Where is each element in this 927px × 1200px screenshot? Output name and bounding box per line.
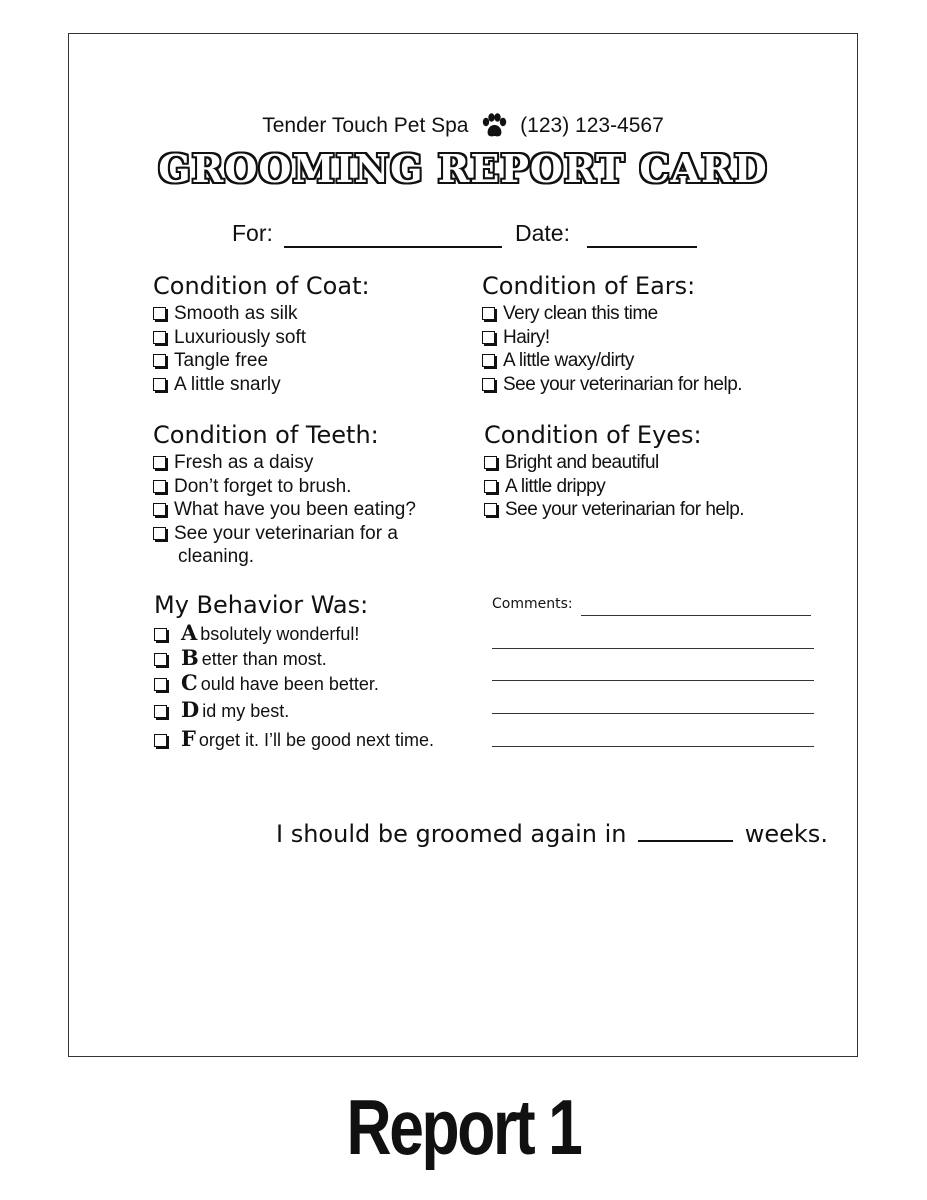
option-label: A little snarly	[174, 373, 281, 395]
coat-title: Condition of Coat:	[153, 272, 370, 300]
report-number-label: Report 1	[346, 1083, 581, 1171]
teeth-title: Condition of Teeth:	[153, 421, 379, 449]
ears-option-1[interactable]	[482, 302, 742, 326]
checkbox[interactable]	[153, 480, 166, 493]
grade-letter: D	[181, 697, 200, 722]
business-phone: (123) 123-4567	[520, 114, 664, 137]
option-label: id my best.	[202, 701, 290, 721]
for-label: For:	[232, 220, 273, 246]
coat-section	[153, 272, 370, 396]
checkbox[interactable]	[154, 678, 167, 691]
groom-again-sentence	[276, 820, 828, 848]
option-label: Hairy!	[503, 326, 550, 348]
coat-option-4[interactable]	[153, 373, 370, 397]
option-label: A little waxy/dirty	[503, 350, 634, 371]
behavior-option-a[interactable]	[154, 621, 434, 646]
option-label: Smooth as silk	[174, 303, 298, 324]
eyes-title: Condition of Eyes:	[484, 421, 702, 449]
report-card	[68, 33, 858, 1057]
ears-option-2[interactable]	[482, 326, 742, 350]
coat-option-1[interactable]	[153, 302, 370, 326]
teeth-option-2[interactable]	[153, 475, 416, 499]
checkbox[interactable]	[484, 456, 497, 469]
checkbox[interactable]	[482, 354, 495, 367]
ears-section	[482, 272, 742, 396]
ears-option-3[interactable]	[482, 349, 742, 373]
eyes-section	[484, 421, 744, 522]
checkbox[interactable]	[153, 378, 166, 391]
option-label: Luxuriously soft	[174, 326, 307, 348]
comments-label: Comments:	[492, 596, 573, 612]
for-field[interactable]	[284, 246, 502, 248]
checkbox[interactable]	[153, 456, 166, 469]
option-label: bsolutely wonderful!	[200, 624, 360, 644]
option-label: etter than most.	[201, 649, 327, 669]
checkbox[interactable]	[153, 307, 166, 320]
option-label: ould have been better.	[200, 674, 379, 694]
behavior-option-b[interactable]	[154, 646, 434, 671]
coat-option-3[interactable]	[153, 349, 370, 373]
checkbox[interactable]	[153, 331, 166, 344]
checkbox[interactable]	[482, 331, 495, 344]
checkbox[interactable]	[154, 705, 167, 718]
option-label: See your veterinarian for help.	[503, 373, 743, 395]
behavior-option-c[interactable]	[154, 671, 434, 696]
groom-again-text: I should be groomed again in	[276, 820, 627, 848]
grade-letter: C	[181, 670, 198, 695]
weeks-field[interactable]	[638, 822, 733, 842]
option-label: Very clean this time	[503, 303, 658, 324]
grade-letter: A	[181, 620, 198, 645]
comments-line-2[interactable]	[492, 648, 814, 649]
checkbox[interactable]	[154, 628, 167, 641]
teeth-option-4[interactable]	[153, 522, 416, 569]
behavior-option-f[interactable]	[154, 725, 434, 754]
checkbox[interactable]	[482, 307, 495, 320]
eyes-option-2[interactable]	[484, 475, 744, 499]
option-label: orget it. I’ll be good next time.	[198, 730, 435, 750]
option-label: Tangle free	[174, 350, 269, 371]
behavior-option-d[interactable]	[154, 696, 434, 725]
option-label: A little drippy	[505, 475, 606, 497]
ears-option-4[interactable]	[482, 373, 742, 397]
checkbox[interactable]	[154, 734, 167, 747]
option-label-continued: cleaning.	[178, 546, 255, 567]
comments-line-1[interactable]	[581, 615, 811, 616]
option-label: See your veterinarian for help.	[505, 499, 745, 520]
coat-option-2[interactable]	[153, 326, 370, 350]
checkbox[interactable]	[482, 378, 495, 391]
option-label: See your veterinarian for a	[174, 522, 398, 544]
ears-title: Condition of Ears:	[482, 272, 696, 300]
checkbox[interactable]	[484, 503, 497, 516]
behavior-title: My Behavior Was:	[154, 591, 369, 619]
option-label: Fresh as a daisy	[174, 452, 314, 473]
teeth-option-1[interactable]	[153, 451, 416, 475]
eyes-option-3[interactable]	[484, 498, 744, 522]
eyes-option-1[interactable]	[484, 451, 744, 475]
business-name: Tender Touch Pet Spa	[262, 114, 469, 137]
checkbox[interactable]	[153, 354, 166, 367]
checkbox[interactable]	[153, 503, 166, 516]
paw-print-icon	[480, 113, 508, 139]
option-label: Bright and beautiful	[505, 452, 659, 473]
option-label: Don’t forget to brush.	[174, 475, 352, 497]
checkbox[interactable]	[154, 653, 167, 666]
behavior-section	[154, 591, 434, 754]
report-title	[69, 146, 857, 191]
date-label: Date:	[515, 220, 570, 246]
grade-letter: F	[181, 726, 196, 751]
teeth-option-3[interactable]	[153, 498, 416, 522]
checkbox[interactable]	[484, 480, 497, 493]
comments-line-3[interactable]	[492, 680, 814, 681]
groom-again-unit: weeks.	[744, 820, 828, 848]
comments-line-4[interactable]	[492, 713, 814, 714]
date-field[interactable]	[587, 246, 697, 248]
business-header	[69, 113, 857, 139]
grade-letter: B	[181, 645, 199, 670]
option-label: What have you been eating?	[174, 499, 416, 520]
report-title-text: GROOMING REPORT CARD	[158, 146, 768, 191]
comments-line-5[interactable]	[492, 746, 814, 747]
teeth-section	[153, 421, 416, 569]
checkbox[interactable]	[153, 527, 166, 540]
